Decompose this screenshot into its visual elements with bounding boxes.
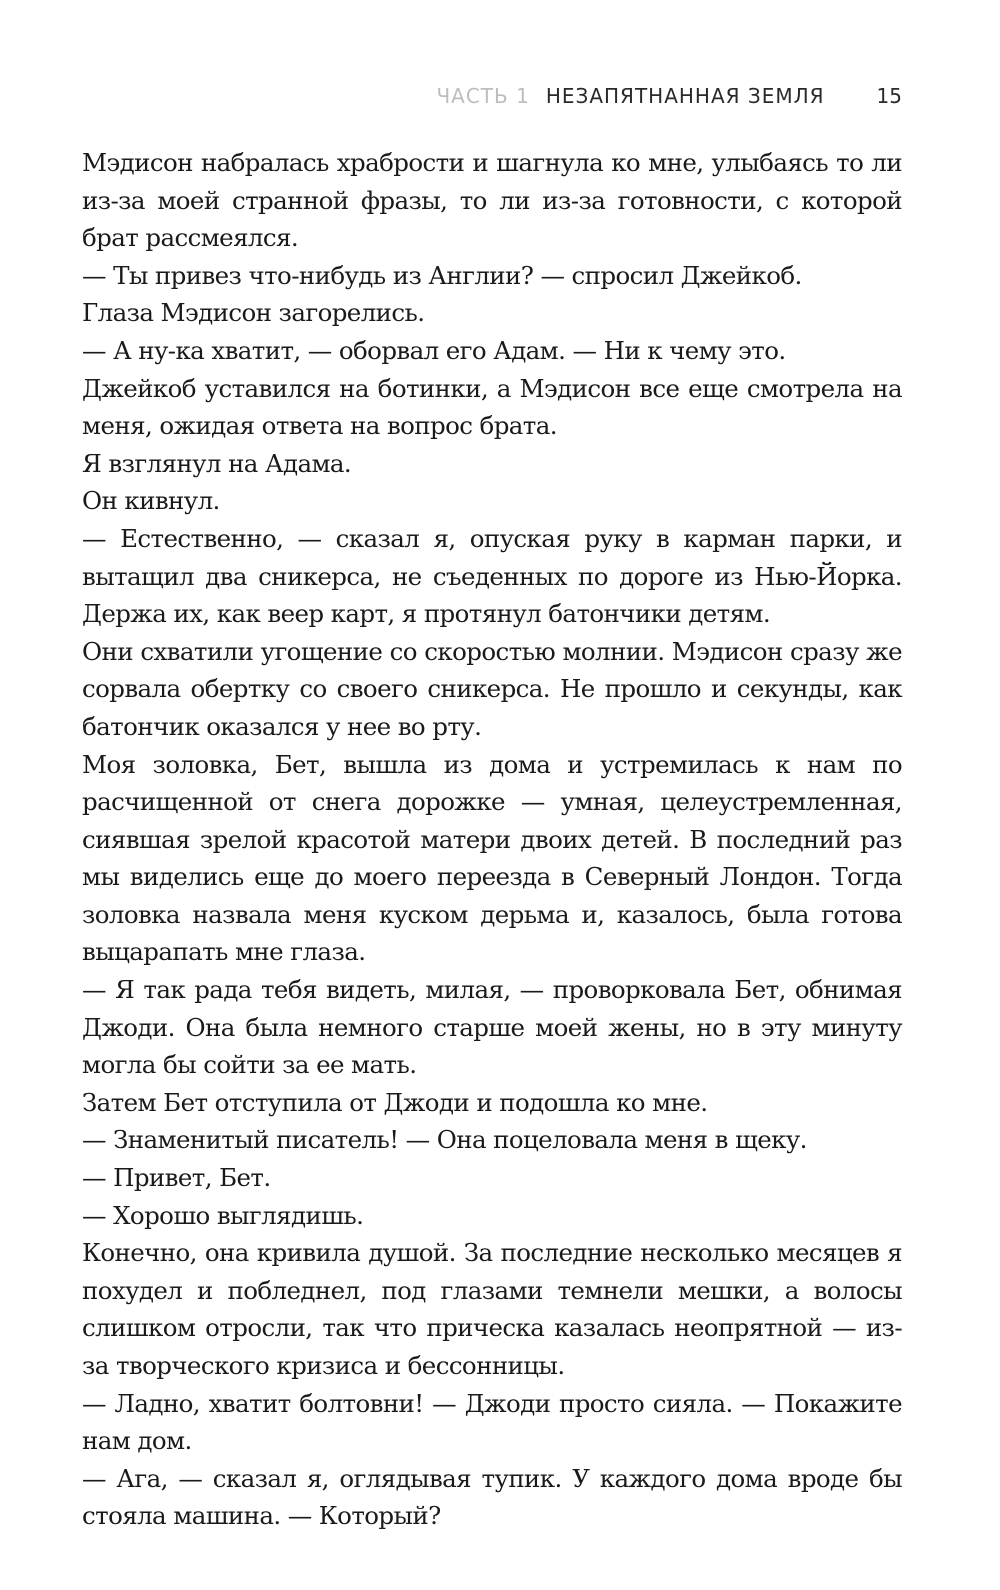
paragraph: Он кивнул. — [82, 486, 220, 516]
paragraph: Мэдисон набралась храбрости и шагнула ко мне, улыбаясь то ли из-за моей странной фразы, то ли из-за готовности, с которой брат рассмеялся. — [82, 148, 902, 253]
paragraph: — Ладно, хватит болтовни! — Джоди просто сияла. — Покажите нам дом. — [82, 1388, 902, 1456]
paragraph: — Я так рада тебя видеть, милая, — проворковала Бет, обнимая Джоди. Она была немного старше моей жены, но в эту минуту могла бы сойти за ее мать. — [82, 975, 902, 1080]
paragraph: — Ты привез что-нибудь из Англии? — спросил Джейкоб. — [82, 260, 802, 290]
paragraph: — Знаменитый писатель! — Она поцеловала меня в щеку. — [82, 1125, 807, 1155]
paragraph: — Естественно, — сказал я, опуская руку в карман парки, и вытащил два сникерса, не съеденных по дороге из Нью-Йорка. Держа их, как веер карт, я протянул батончики детям. — [82, 523, 902, 629]
paragraph: Я взглянул на Адама. — [82, 448, 352, 478]
paragraph: Они схватили угощение со скоростью молнии. Мэдисон сразу же сорвала обертку со своего сникерса. Не прошло и секунды, как батончик оказался у нее во рту. — [82, 636, 902, 741]
page-number: 15 — [876, 84, 902, 108]
paragraph: — А ну-ка хватит, — оборвал его Адам. — Ни к чему это. — [82, 335, 786, 365]
paragraph: — Хорошо выглядишь. — [82, 1200, 364, 1230]
chapter-title: НЕЗАПЯТНАННАЯ ЗЕМЛЯ — [545, 84, 825, 108]
running-header — [80, 84, 902, 114]
paragraph: Моя золовка, Бет, вышла из дома и устремилась к нам по расчищенной от снега дорожке — умная, целеустремленная, сиявшая зрелой красотой матери двоих детей. В последний раз мы виделись еще до моего переезда в Северный Лондон. Тогда золовка назвала меня куском дерьма и, казалось, была готова выцарапать мне глаза. — [82, 749, 902, 967]
paragraph: — Привет, Бет. — [82, 1163, 271, 1193]
paragraph: Затем Бет отступила от Джоди и подошла ко мне. — [82, 1087, 708, 1117]
paragraph: — Ага, — сказал я, оглядывая тупик. У каждого дома вроде бы стояла машина. — Который? — [82, 1463, 902, 1531]
body-text — [82, 144, 902, 1535]
paragraph: Конечно, она кривила душой. За последние несколько месяцев я похудел и побледнел, под глазами темнели мешки, а волосы слишком отросли, так что прическа казалась неопрятной — из-за творческого кризиса и бессонницы. — [82, 1238, 902, 1380]
paragraph: Глаза Мэдисон загорелись. — [82, 298, 425, 328]
paragraph: Джейкоб уставился на ботинки, а Мэдисон все еще смотрела на меня, ожидая ответа на вопрос брата. — [82, 373, 902, 441]
part-label: ЧАСТЬ 1 — [436, 84, 530, 108]
